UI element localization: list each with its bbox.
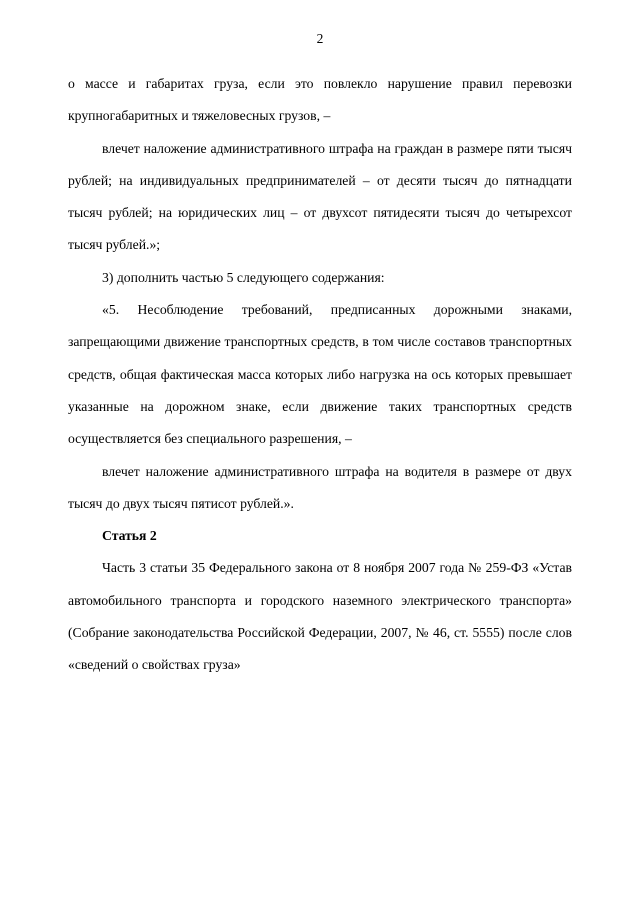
paragraph-part-5-content: «5. Несоблюдение требований, предписанных дорожными знаками, запрещающими движение транспортных средств, в том числе составов транспортных средств, общая фактическая масса которых либо нагрузка на ось которых превышает указанные на дорожном знаке, если движение таких транспортных средств осуществляется без специального разрешения, –: [68, 302, 572, 447]
paragraph-mass-dimensions: о массе и габаритах груза, если это повлекло нарушение правил перевозки крупногабаритных и тяжеловесных грузов, –: [68, 76, 572, 124]
paragraph-driver-fine: влечет наложение административного штрафа на водителя в размере от двух тысяч до двух тысяч пятисот рублей.».: [68, 463, 572, 511]
page-number: 2: [316, 31, 324, 46]
paragraph-item-3-supplement: 3) дополнить частью 5 следующего содержания:: [102, 269, 385, 285]
document-body: [68, 68, 572, 682]
paragraph-article-2-body: Часть 3 статьи 35 Федерального закона от 8 ноября 2007 года № 259-ФЗ «Устав автомобильного транспорта и городского наземного электрического транспорта» (Собрание законодательства Российской Федерации, 2007, № 46, ст. 5555) после слов «сведений о свойствах груза»: [68, 560, 572, 673]
paragraph-fine-amounts: влечет наложение административного штрафа на граждан в размере пяти тысяч рублей; на индивидуальных предпринимателей – от десяти тысяч до пятнадцати тысяч рублей; на юридических лиц – от двухсот пятидесяти тысяч до четырехсот тысяч рублей.»;: [68, 140, 572, 253]
heading-article-2: Статья 2: [102, 528, 157, 544]
